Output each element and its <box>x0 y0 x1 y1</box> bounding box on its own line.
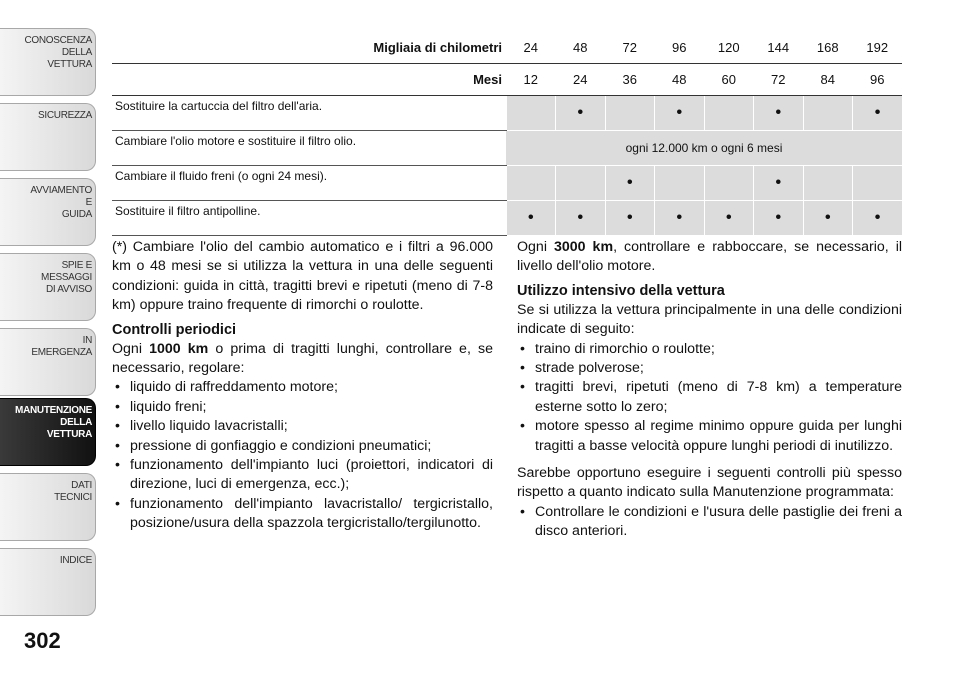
extra-checks-intro: Sarebbe opportuno eseguire i seguenti controlli più spesso rispetto a quanto indicato sulla Manutenzione programmata: <box>517 465 902 501</box>
page-number: 302 <box>24 628 61 653</box>
mark-cell <box>803 96 853 131</box>
intensive-use-list <box>517 340 902 456</box>
month-cell: 60 <box>704 64 754 96</box>
km-cell: 72 <box>605 32 655 64</box>
left-column <box>112 238 493 534</box>
automatic-transmission-note: (*) Cambiare l'olio del cambio automatico e i filtri a 96.000 km o 48 mesi se si utilizza la vettura in una delle seguenti condizioni: guida in città, tragitti brevi e ripetuti (meno di 7-8 km) oppure traino frequente di rimorchi o roulotte. <box>112 239 493 314</box>
right-column <box>517 238 902 542</box>
mark-cell: • <box>754 166 804 201</box>
tab-in-emergenza[interactable]: IN EMERGENZA <box>0 328 96 396</box>
section-heading-periodic-checks: Controlli periodici <box>112 321 237 338</box>
mark-cell <box>803 166 853 201</box>
list-item: • Controllare le condizioni e l'usura delle pastiglie dei freni a disco anteriori. <box>517 503 902 542</box>
header-row-months <box>112 64 902 96</box>
maintenance-table <box>112 32 902 236</box>
km-cell: 144 <box>754 32 804 64</box>
oil-interval-text: ogni 12.000 km o ogni 6 mesi <box>506 131 902 166</box>
periodic-checks-intro <box>112 340 493 379</box>
list-item: • funzionamento dell'impianto luci (proiettori, indicatori di direzione, luci di emergenza, ecc.); <box>112 456 493 495</box>
intro-interval: 3000 km <box>553 239 614 255</box>
mark-cell: • <box>556 201 606 236</box>
month-cell: 96 <box>853 64 903 96</box>
month-cell: 24 <box>556 64 606 96</box>
mark-cell: • <box>655 96 705 131</box>
mark-cell: • <box>803 201 853 236</box>
mark-cell <box>853 166 903 201</box>
km-cell: 168 <box>803 32 853 64</box>
tab-conoscenza-della-vettura[interactable]: CONOSCENZA DELLA VETTURA <box>0 28 96 96</box>
extra-checks-list <box>517 503 902 542</box>
mark-cell: • <box>506 201 556 236</box>
mark-cell <box>506 96 556 131</box>
intro-text: Ogni <box>112 340 150 357</box>
mark-cell: • <box>754 201 804 236</box>
km-cell: 192 <box>853 32 903 64</box>
mark-cell <box>704 166 754 201</box>
oil-level-check <box>517 238 902 277</box>
table-row <box>112 201 902 236</box>
km-cell: 96 <box>655 32 705 64</box>
row-label: Sostituire la cartuccia del filtro dell'aria. <box>112 96 506 131</box>
mark-cell <box>506 166 556 201</box>
tab-spie-e-messaggi[interactable]: SPIE E MESSAGGI DI AVVISO <box>0 253 96 321</box>
intro-text: , controllare e rabboccare, se necessario, il livello dell'olio motore. <box>517 239 902 275</box>
row-label: Sostituire il filtro antipolline. <box>112 201 506 236</box>
km-cell: 48 <box>556 32 606 64</box>
list-item: • strade polverose; <box>517 359 902 378</box>
tab-dati-tecnici[interactable]: DATI TECNICI <box>0 473 96 541</box>
month-cell: 84 <box>803 64 853 96</box>
row-label: Cambiare il fluido freni (o ogni 24 mesi). <box>112 166 506 201</box>
tab-avviamento-e-guida[interactable]: AVVIAMENTO E GUIDA <box>0 178 96 246</box>
table-row <box>112 166 902 201</box>
mark-cell: • <box>605 166 655 201</box>
km-cell: 24 <box>506 32 556 64</box>
mark-cell: • <box>556 96 606 131</box>
mark-cell: • <box>853 96 903 131</box>
mark-cell <box>605 96 655 131</box>
list-item: • pressione di gonfiaggio e condizioni pneumatici; <box>112 437 493 456</box>
mark-cell <box>556 166 606 201</box>
tab-sicurezza[interactable]: SICUREZZA <box>0 103 96 171</box>
month-cell: 36 <box>605 64 655 96</box>
section-heading-intensive-use: Utilizzo intensivo della vettura <box>517 282 725 299</box>
mark-cell: • <box>605 201 655 236</box>
intensive-use-intro: Se si utilizza la vettura principalmente in una delle condizioni indicate di seguito: <box>517 301 902 338</box>
tab-indice[interactable]: INDICE <box>0 548 96 616</box>
mark-cell <box>655 166 705 201</box>
list-item: • motore spesso al regime minimo oppure guida per lunghi tragitti a basse velocità oppure lunghi periodi di inutilizzo. <box>517 417 902 456</box>
month-cell: 48 <box>655 64 705 96</box>
intro-text: o prima di tragitti lunghi, controllare e, se necessario, regolare: <box>112 340 493 377</box>
table-row <box>112 131 902 166</box>
month-cell: 72 <box>754 64 804 96</box>
header-months-label: Mesi <box>112 64 506 96</box>
km-cell: 120 <box>704 32 754 64</box>
intro-text: Ogni <box>517 239 554 255</box>
list-item: • liquido freni; <box>112 398 493 417</box>
tab-manutenzione-della-vettura[interactable]: MANUTENZIONE DELLA VETTURA <box>0 398 96 466</box>
table-row <box>112 96 902 131</box>
month-cell: 12 <box>506 64 556 96</box>
periodic-checks-list <box>112 378 493 533</box>
list-item: • livello liquido lavacristalli; <box>112 417 493 436</box>
mark-cell: • <box>704 201 754 236</box>
mark-cell: • <box>754 96 804 131</box>
mark-cell: • <box>853 201 903 236</box>
header-row-km <box>112 32 902 64</box>
header-km-label: Migliaia di chilometri <box>112 32 506 64</box>
list-item: • tragitti brevi, ripetuti (meno di 7-8 km) a temperature esterne sotto lo zero; <box>517 378 902 417</box>
row-label: Cambiare l'olio motore e sostituire il filtro olio. <box>112 131 506 166</box>
mark-cell: • <box>655 201 705 236</box>
intro-interval: 1000 km <box>149 340 209 357</box>
list-item: • liquido di raffreddamento motore; <box>112 378 493 397</box>
mark-cell <box>704 96 754 131</box>
list-item: • funzionamento dell'impianto lavacristallo/ tergicristallo, posizione/usura della spazzola tergicristallo/tergilunotto. <box>112 495 493 534</box>
list-item: • traino di rimorchio o roulotte; <box>517 340 902 359</box>
